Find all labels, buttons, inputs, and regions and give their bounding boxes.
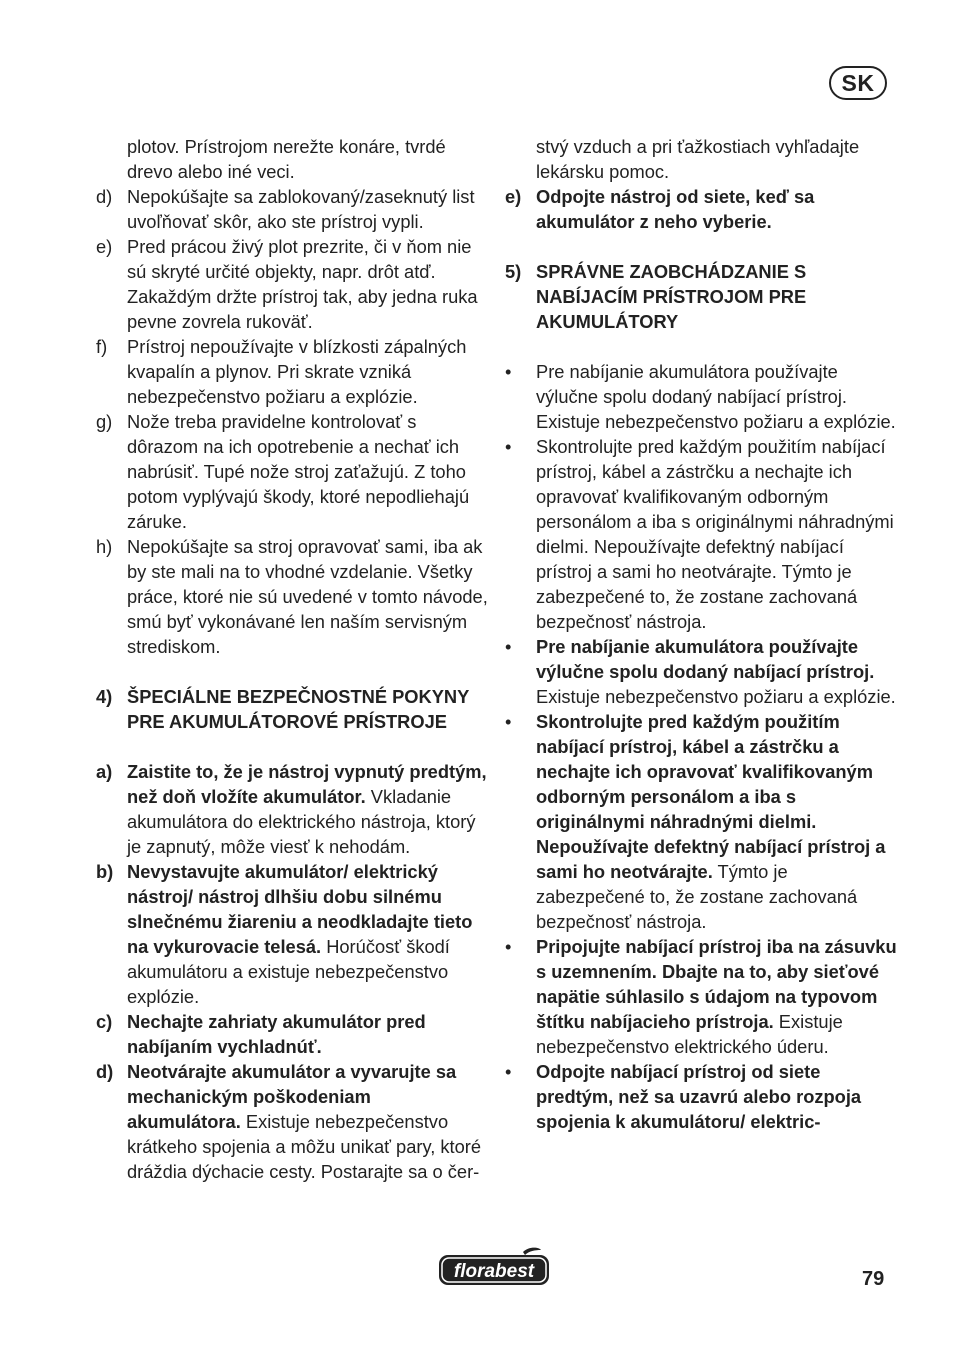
item-marker: e) (96, 236, 113, 257)
section-heading-5 (505, 259, 897, 334)
item-text: Prístroj nepoužívajte v blízkosti zápalných kvapalín a plynov. Pri skrate vzniká nebezpečenstvo požiaru a explózie. (127, 336, 467, 407)
list-item-b (96, 859, 488, 1009)
bullet-icon: • (505, 361, 512, 382)
bullet-item-6 (505, 1059, 897, 1134)
item-marker: g) (96, 411, 113, 432)
list-item-d-continued (505, 134, 897, 184)
section-number: 4) (96, 686, 113, 707)
bullet-item-1 (505, 359, 897, 434)
item-text: Pre nabíjanie akumulátora používajte výlučne spolu dodaný nabíjací prístroj. Existuje nebezpečenstvo požiaru a explózie. (536, 361, 896, 432)
item-text: Nepokúšajte sa stroj opravovať sami, iba ak by ste mali na to vhodné vzdelanie. Všetky práce, ktoré nie sú uvedené v tomto návode, smú byť vykonávané len naším servisným strediskom. (127, 536, 488, 657)
florabest-logo (437, 1246, 551, 1288)
item-text: Nepokúšajte sa zablokovaný/zaseknutý list uvoľňovať skôr, ako ste prístroj vypli. (127, 186, 475, 232)
item-bold-text: Odpojte nabíjací prístroj od siete predtým, než sa uzavrú alebo rozpoja spojenia k akumulátoru/ elektric- (536, 1061, 862, 1132)
item-marker: b) (96, 861, 114, 882)
item-text: plotov. Prístrojom nerežte konáre, tvrdé drevo alebo iné veci. (127, 136, 446, 182)
section-number: 5) (505, 261, 522, 282)
item-marker: d) (96, 186, 113, 207)
logo-wordmark: florabest (453, 1261, 535, 1282)
bullet-item-5 (505, 934, 897, 1059)
list-item-d (96, 184, 488, 234)
item-bold-text: Pre nabíjanie akumulátora používajte výlučne spolu dodaný nabíjací prístroj. (536, 636, 875, 682)
list-item-g (96, 409, 488, 534)
item-text: Nože treba pravidelne kontrolovať s dôrazom na ich opotrebenie a nechať ich nabrúsiť. Tupé nože stroj zaťažujú. Z toho potom vyplývajú škody, ktoré nepodliehajú záruke. (127, 411, 470, 532)
item-text: Existuje nebezpečenstvo krátkeho spojenia a môžu unikať pary, ktoré dráždia dýchacie cesty. Postarajte sa o čer- (127, 1111, 482, 1182)
item-bold-text: Nechajte zahriaty akumulátor pred nabíjaním vychladnúť. (127, 1011, 426, 1057)
item-bold-text: Skontrolujte pred každým použitím nabíjací prístroj, kábel a zástrčku a nechajte ich opravovať kvalifikovaným odborným personálom a iba s originálnymi náhradnými dielmi. Nepoužívajte defektný nabíjací prístroj a sami ho neotvárajte. (536, 711, 886, 882)
item-marker: d) (96, 1061, 114, 1082)
bullet-item-2 (505, 434, 897, 634)
bullet-icon: • (505, 711, 512, 732)
item-marker: e) (505, 186, 522, 207)
item-text: Vkladanie akumulátora do elektrického nástroja, ktorý je zapnutý, môže viesť k nehodám. (127, 786, 476, 857)
item-text: Existuje nebezpečenstvo elektrického úderu. (536, 1011, 843, 1057)
item-text: Existuje nebezpečenstvo požiaru a explózie. (536, 686, 896, 707)
bullet-icon: • (505, 436, 512, 457)
language-badge: SK (829, 66, 887, 100)
right-column (505, 134, 897, 1134)
item-text: Týmto je zabezpečené to, že zostane zachovaná bezpečnosť nástroja. (536, 861, 858, 932)
section-title: ŠPECIÁLNE BEZPEČNOSTNÉ POKYNY PRE AKUMULÁTOROVÉ PRÍSTROJE (127, 686, 469, 732)
item-marker: c) (96, 1011, 113, 1032)
item-text: Horúčosť škodí akumulátoru a existuje nebezpečenstvo explózie. (127, 936, 450, 1007)
list-item-d2 (96, 1059, 488, 1184)
item-text: Skontrolujte pred každým použitím nabíjací prístroj, kábel a zástrčku a nechajte ich opravovať kvalifikovaným odborným personálom a iba s originálnymi náhradnými dielmi. Nepoužívajte defektný nabíjací prístroj a sami ho neotvárajte. Týmto je zabezpečené to, že zostane zachovaná bezpečnosť nástroja. (536, 436, 894, 632)
list-item-h (96, 534, 488, 659)
item-marker: h) (96, 536, 113, 557)
page-number: 79 (862, 1268, 885, 1290)
list-item-a (96, 759, 488, 859)
item-bold-text: Nevystavujte akumulátor/ elektrický nástroj/ nástroj dlhšiu dobu silnému slnečnému žiareniu a neodkladajte tieto na vykurovacie telesá. (127, 861, 473, 957)
item-bold-text: Odpojte nástroj od siete, keď sa akumulátor z neho vyberie. (536, 186, 815, 232)
item-bold-text: Neotvárajte akumulátor a vyvarujte sa mechanickým poškodeniam akumulátora. (127, 1061, 457, 1132)
list-item-e2 (505, 184, 897, 234)
list-item-c (96, 1009, 488, 1059)
item-bold-text: Zaistite to, že je nástroj vypnutý predtým, než doň vložíte akumulátor. (127, 761, 487, 807)
left-column (96, 134, 488, 1184)
item-text: Pred prácou živý plot prezrite, či v ňom nie sú skryté určité objekty, napr. drôt atď. Zakaždým držte prístroj tak, aby jedna ruka pevne zovrela rukoväť. (127, 236, 478, 332)
list-item-e (96, 234, 488, 334)
bullet-icon: • (505, 636, 512, 657)
bullet-icon: • (505, 1061, 512, 1082)
item-bold-text: Pripojujte nabíjací prístroj iba na zásuvku s uzemnením. Dbajte na to, aby sieťové napätie súhlasilo s údajom na typovom štítku nabíjacieho prístroja. (536, 936, 897, 1032)
item-text: stvý vzduch a pri ťažkostiach vyhľadajte lekársku pomoc. (536, 136, 860, 182)
bullet-item-4 (505, 709, 897, 934)
section-heading-4 (96, 684, 488, 734)
list-item-f (96, 334, 488, 409)
item-marker: a) (96, 761, 113, 782)
list-item-c-continued (96, 134, 488, 184)
section-title: SPRÁVNE ZAOBCHÁDZANIE S NABÍJACÍM PRÍSTROJOM PRE AKUMULÁTORY (536, 261, 807, 332)
bullet-item-3 (505, 634, 897, 709)
bullet-icon: • (505, 936, 512, 957)
item-marker: f) (96, 336, 108, 357)
